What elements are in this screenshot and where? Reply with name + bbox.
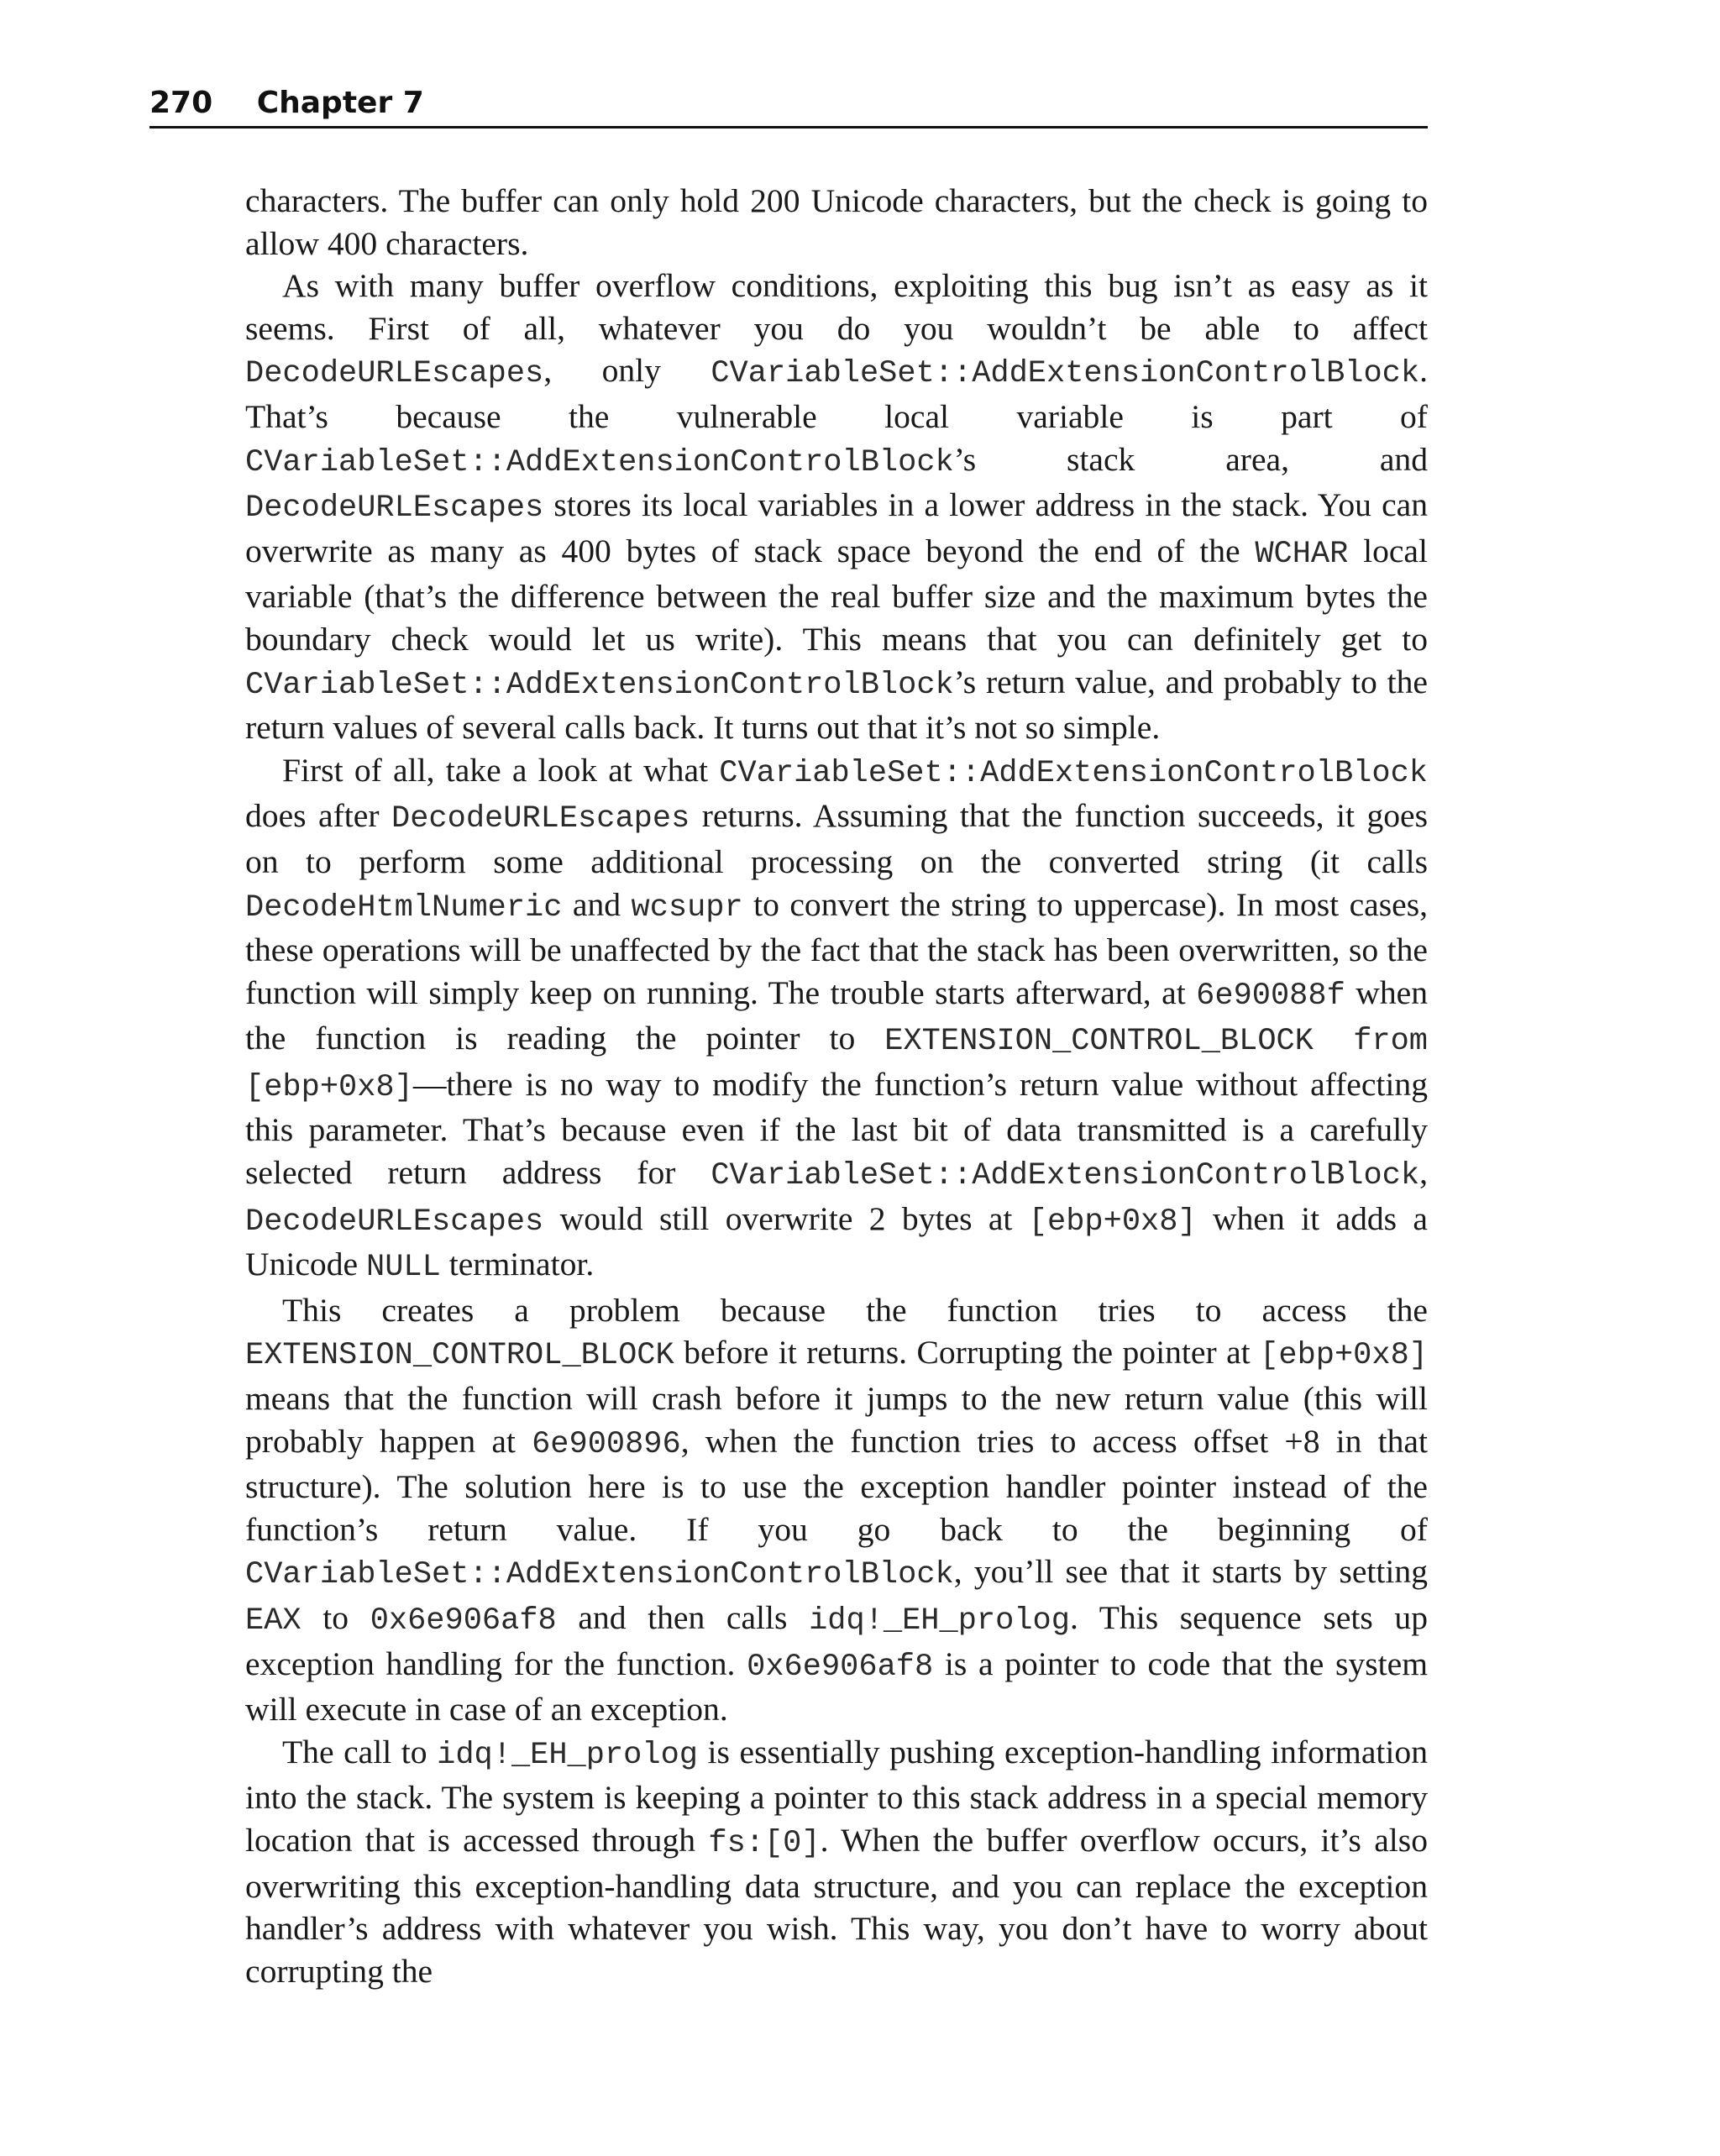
text-run: to convert the string to uppercase). In most cases, these operations will be unaffected by the fact that the stack has been overwritten, so the function will simply keep on running. The trouble starts afterward, at [245, 885, 1428, 1011]
inline-code: EXTENSION_CONTROL_BLOCK from [ebp+0x8] [245, 1024, 1429, 1105]
inline-code: [ebp+0x8] [1260, 1338, 1428, 1374]
text-run: . When the buffer overflow occurs, it’s also overwriting this exception-handling data structure, and you can replace the exception handler’s address with whatever you wish. This way, you don’t have to worry about corrupting the [245, 1821, 1428, 1990]
text-run: stores its local variables in a lower address in the stack. You can overwrite as many as 400 bytes of stack space beyond the end of the [245, 486, 1428, 569]
text-run: , only [543, 352, 711, 390]
chapter-title: Chapter 7 [256, 86, 424, 120]
text-run: terminator. [440, 1246, 595, 1283]
text-run: when the function is reading the pointer to [245, 973, 1428, 1057]
paragraph [245, 180, 1428, 265]
text-run: local variable (that’s the difference between the real buffer size and the maximum bytes the boundary check would let us write). This means that you can definitely get to [245, 532, 1428, 658]
inline-code: CVariableSet::AddExtensionControlBlock [711, 356, 1420, 392]
text-run: means that the function will crash before it jumps to the new return value (this will probably happen at [245, 1380, 1428, 1460]
body-text [245, 180, 1428, 1992]
text-run: before it returns. Corrupting the pointer at [674, 1334, 1261, 1372]
text-run: First of all, take a look at what [282, 751, 720, 789]
inline-code: DecodeURLEscapes [245, 490, 544, 527]
text-run: As with many buffer overflow conditions, exploiting this bug isn’t as easy as it seems. First of all, whatever you do you wouldn’t be able to affect [245, 267, 1428, 347]
inline-code: EAX [245, 1603, 302, 1639]
text-run: . That’s because the vulnerable local variable is part of [245, 352, 1428, 435]
paragraph [245, 265, 1428, 749]
inline-code: DecodeURLEscapes [391, 801, 690, 837]
text-run: , you’ll see that it starts by setting [953, 1553, 1428, 1591]
inline-code: idq!_EH_prolog [809, 1603, 1070, 1639]
inline-code: fs:[0] [708, 1825, 821, 1861]
text-run: , when the function tries to access offset +8 in that structure). The solution here is to use the exception handler pointer instead of the function’s return value. If you go back to the beginning of [245, 1422, 1428, 1548]
inline-code: CVariableSet::AddExtensionControlBlock [245, 1557, 954, 1593]
text-run: when it adds a Unicode [245, 1199, 1428, 1283]
paragraph [245, 1289, 1428, 1731]
inline-code: 6e90088f [1196, 978, 1345, 1014]
text-run: and then calls [556, 1599, 810, 1636]
paragraph [245, 1731, 1428, 1993]
text-run: to [301, 1599, 370, 1636]
text-run: does after [245, 797, 392, 835]
inline-code: DecodeHtmlNumeric [245, 889, 563, 926]
text-run: . This sequence sets up exception handling for the function. [245, 1599, 1428, 1682]
text-run: The call to [282, 1733, 438, 1770]
text-run: , [1419, 1154, 1428, 1192]
text-run: —there is no way to modify the function’s return value without affecting this parameter. That’s because even if the last bit of data transmitted is a carefully selected return address for [245, 1065, 1428, 1192]
inline-code: CVariableSet::AddExtensionControlBlock [719, 755, 1428, 791]
inline-code: EXTENSION_CONTROL_BLOCK [245, 1338, 674, 1374]
text-run: and [562, 885, 632, 923]
inline-code: WCHAR [1255, 536, 1349, 572]
text-run: ’s return value, and probably to the return values of several calls back. It turns out that it’s not so simple. [245, 663, 1428, 747]
text-run: This creates a problem because the function tries to access the [282, 1291, 1428, 1329]
inline-code: CVariableSet::AddExtensionControlBlock [245, 667, 954, 703]
page-number: 270 [149, 86, 213, 120]
text-run: characters. The buffer can only hold 200 Unicode characters, but the check is going to allow 400 characters. [245, 182, 1428, 262]
paragraph [245, 749, 1428, 1289]
inline-code: 0x6e906af8 [370, 1603, 557, 1639]
inline-code: DecodeURLEscapes [245, 356, 544, 392]
inline-code: 0x6e906af8 [747, 1649, 934, 1685]
inline-code: CVariableSet::AddExtensionControlBlock [245, 444, 954, 480]
text-run: returns. Assuming that the function succeeds, it goes on to perform some additional processing on the converted string (it calls [245, 797, 1429, 880]
text-run: is a pointer to code that the system will execute in case of an exception. [245, 1645, 1428, 1728]
inline-code: wcsupr [631, 889, 743, 926]
inline-code: 6e900896 [532, 1426, 681, 1462]
page-header [149, 81, 1428, 129]
inline-code: NULL [365, 1250, 441, 1286]
inline-code: CVariableSet::AddExtensionControlBlock [711, 1158, 1420, 1194]
text-run: would still overwrite 2 bytes at [543, 1199, 1029, 1237]
inline-code: idq!_EH_prolog [437, 1737, 698, 1773]
inline-code: DecodeURLEscapes [245, 1204, 544, 1240]
inline-code: [ebp+0x8] [1028, 1204, 1197, 1240]
text-run: is essentially pushing exception-handling information into the stack. The system is keeping a pointer to this stack address in a special memory location that is accessed through [245, 1733, 1428, 1859]
text-run: ’s stack area, and [953, 440, 1428, 478]
